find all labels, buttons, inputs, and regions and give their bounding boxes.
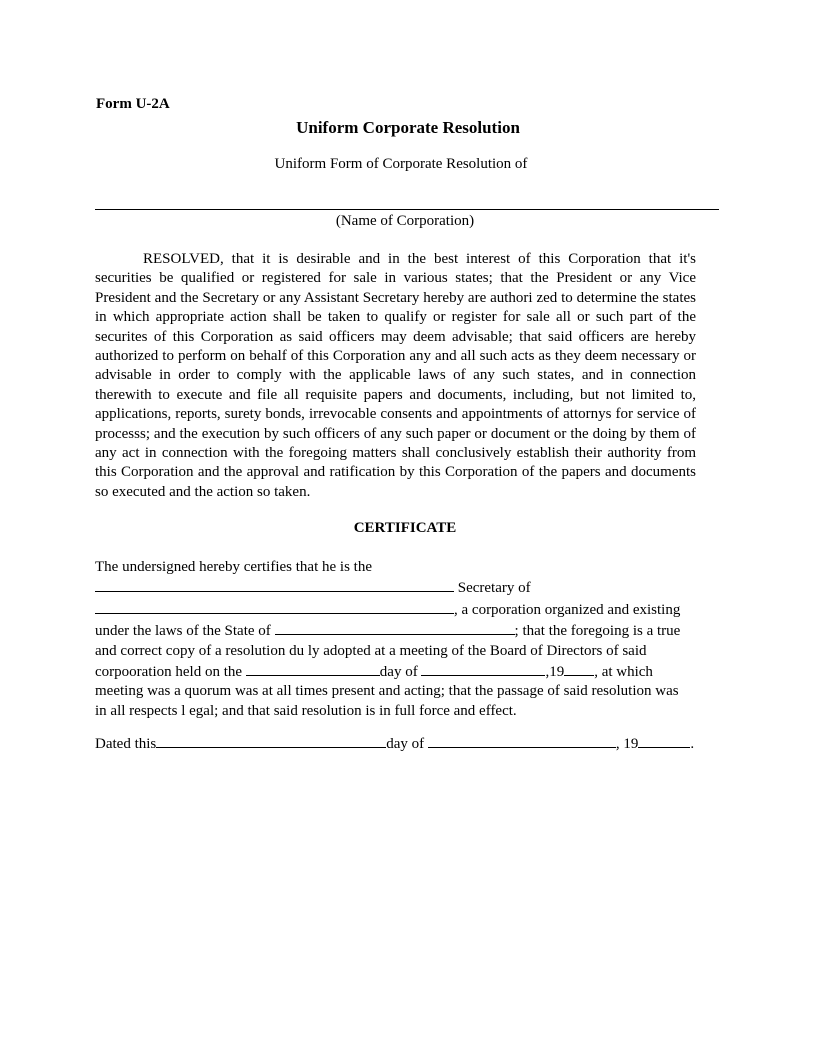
resolution-paragraph [95, 250, 696, 502]
dated-text: day of [386, 736, 428, 752]
certificate-text: , a corporation organized and existing [454, 601, 681, 618]
certificate-heading: CERTIFICATE [353, 520, 457, 536]
certificate-text: ,19 [545, 664, 565, 681]
certificate-body [95, 558, 705, 721]
certificate-line-6 [95, 661, 705, 682]
certificate-line-2 [95, 577, 705, 598]
meeting-year-blank [564, 661, 594, 676]
certificate-text: The undersigned hereby certifies that he is the [95, 559, 372, 575]
certificate-line-4 [95, 620, 705, 641]
dated-year-blank [638, 733, 690, 748]
resolution-text: RESOLVED, that it is desirable and in the best interest of this Corporation that it's securities be qualified or registered for sale in various states; that the President or any Vice President and the Secretary or any Assistant Secretary hereby are authori zed to determine the states in which appropriate action shall be taken to qualify or register for sale all or such part of the securites of this Corporation as said officers may deem advisable; that said officers are hereby authorized to perform on behalf of this Corporation any and all such acts as they deem necessary or advisable in order to comply with the applicable laws of any such states, and in connection therewith to execute and file all requisite papers and documents, including, but not limited to, applications, reports, surety bonds, irrevocable consents and appointments of attornys for service of processs; and the execution by such officers of any such paper or document or the doing by them of any act in connection with the foregoing matters shall conclusively establish their authority from this Corporation and the approval and ratification by this Corporation of the papers and documents so executed and the action so taken. [95, 251, 696, 500]
corporation-name-line [95, 209, 719, 210]
certificate-text: in all respects l egal; and that said resolution is in full force and effect. [95, 702, 517, 719]
dated-text: , 19 [615, 736, 639, 752]
dated-text: Dated this [95, 736, 157, 752]
certificate-text: and correct copy of a resolution du ly adopted at a meeting of the Board of Directors of said [95, 642, 647, 659]
form-label: Form U-2A [96, 96, 170, 112]
certificate-text: corpooration held on the [95, 664, 246, 681]
certificate-line-8 [95, 702, 705, 721]
dated-day-blank [156, 733, 386, 748]
state-blank [275, 620, 515, 635]
corporation-name-blank [95, 599, 454, 614]
certificate-line-3 [95, 599, 705, 620]
meeting-date-blank [246, 661, 380, 676]
certificate-text: , at which [594, 664, 653, 681]
certificate-line-1 [95, 558, 705, 577]
certificate-text: under the laws of the State of [95, 623, 275, 640]
corporation-name-caption: (Name of Corporation) [335, 213, 475, 229]
certificate-line-5 [95, 642, 705, 661]
document-title: Uniform Corporate Resolution [296, 118, 520, 137]
dated-month-blank [428, 733, 616, 748]
document-subtitle: Uniform Form of Corporate Resolution of [274, 156, 528, 172]
meeting-month-blank [421, 661, 545, 676]
secretary-title-blank [95, 577, 454, 592]
dated-line [95, 733, 694, 753]
dated-text: . [690, 736, 695, 752]
certificate-text: ; that the foregoing is a true [514, 623, 681, 640]
certificate-line-7 [95, 682, 705, 701]
certificate-text: meeting was a quorum was at all times present and acting; that the passage of said resolution was [95, 683, 679, 700]
certificate-text: day of [379, 664, 422, 681]
certificate-text: Secretary of [454, 580, 531, 597]
